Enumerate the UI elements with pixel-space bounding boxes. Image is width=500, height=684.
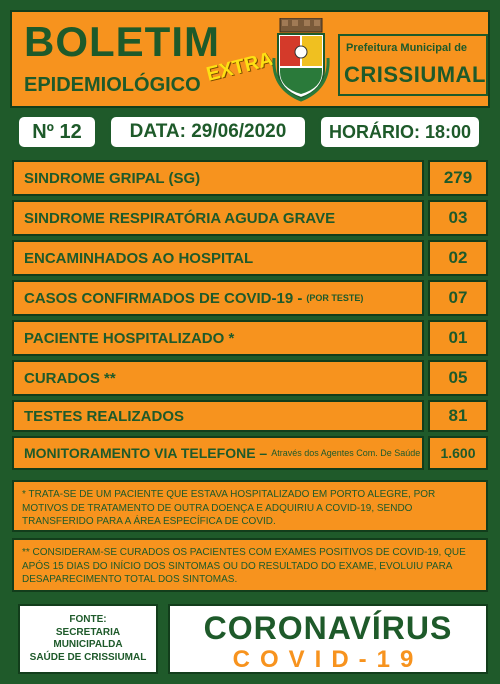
row-label-hospitalizado <box>12 320 424 356</box>
row-value-encaminhados: 02 <box>428 240 488 276</box>
source-line: MUNICIPALDA <box>53 639 123 650</box>
prefeitura-box <box>338 34 488 96</box>
row-label-text: TESTES REALIZADOS <box>24 407 185 425</box>
row-value-hospitalizado: 01 <box>428 320 488 356</box>
coronavirus-banner <box>168 604 488 674</box>
row-label-text: CASOS CONFIRMADOS DE COVID-19 - <box>24 289 303 307</box>
row-label-srag <box>12 200 424 236</box>
source-label: FONTE: <box>69 614 107 625</box>
row-label-encaminhados <box>12 240 424 276</box>
row-value-curados: 05 <box>428 360 488 396</box>
municipal-crest-icon <box>272 18 330 102</box>
row-note: (POR TESTE) <box>306 293 364 303</box>
row-label-text: SINDROME GRIPAL (SG) <box>24 169 201 187</box>
note-hospitalizado: * TRATA-SE DE UM PACIENTE QUE ESTAVA HOSPITALIZADO EM PORTO ALEGRE, POR MOTIVOS DE TRATAMENTO DE OUTRA DOENÇA E ADQUIRIU A COVID-19, SENDO TRANSFERIDO PARA A ÁREA ESPECÍFICA DE COVID. <box>12 480 488 532</box>
row-label-monitoramento <box>12 436 424 470</box>
bulletin-date: DATA: 29/06/2020 <box>108 114 308 150</box>
row-label-sindrome-gripal <box>12 160 424 196</box>
row-value-srag: 03 <box>428 200 488 236</box>
row-value-testes: 81 <box>428 400 488 432</box>
coronavirus-title: CORONAVÍRUS <box>203 610 453 646</box>
row-label-text: ENCAMINHADOS AO HOSPITAL <box>24 249 254 267</box>
source-line: SECRETARIA <box>55 626 121 638</box>
extra-badge: EXTRA <box>204 48 276 86</box>
row-value-casos-confirmados: 07 <box>428 280 488 316</box>
title-boletim: BOLETIM <box>24 18 220 65</box>
row-value-sindrome-gripal: 279 <box>428 160 488 196</box>
row-label-text: PACIENTE HOSPITALIZADO * <box>24 329 235 347</box>
title-epidemiologico: EPIDEMIOLÓGICO <box>24 74 201 96</box>
row-label-text: CURADOS ** <box>24 369 116 387</box>
header-banner <box>10 10 490 108</box>
source-line: SAÚDE DE CRISSIUMAL <box>29 651 147 663</box>
source-box <box>18 604 158 674</box>
row-label-testes <box>12 400 424 432</box>
row-label-text: SINDROME RESPIRATÓRIA AGUDA GRAVE <box>24 209 336 227</box>
city-name: CRISSIUMAL <box>344 62 486 87</box>
bulletin-time: HORÁRIO: 18:00 <box>318 114 482 150</box>
row-note: Através dos Agentes Com. De Saúde <box>271 448 421 458</box>
row-label-text: MONITORAMENTO VIA TELEFONE – <box>24 445 268 461</box>
bulletin-number: Nº 12 <box>16 114 98 150</box>
prefeitura-label: Prefeitura Municipal de <box>346 42 468 54</box>
row-label-curados <box>12 360 424 396</box>
row-value-monitoramento: 1.600 <box>428 436 488 470</box>
note-curados: ** CONSIDERAM-SE CURADOS OS PACIENTES COM EXAMES POSITIVOS DE COVID-19, QUE APÓS 15 DIAS DO INÍCIO DOS SINTOMAS OU DO RESULTADO DO EXAME, EVOLUIU PARA DESAPARECIMENTO TOTAL DOS SINTOMAS. <box>12 538 488 592</box>
covid-subtitle: COVID-19 <box>232 646 424 673</box>
row-label-casos-confirmados <box>12 280 424 316</box>
